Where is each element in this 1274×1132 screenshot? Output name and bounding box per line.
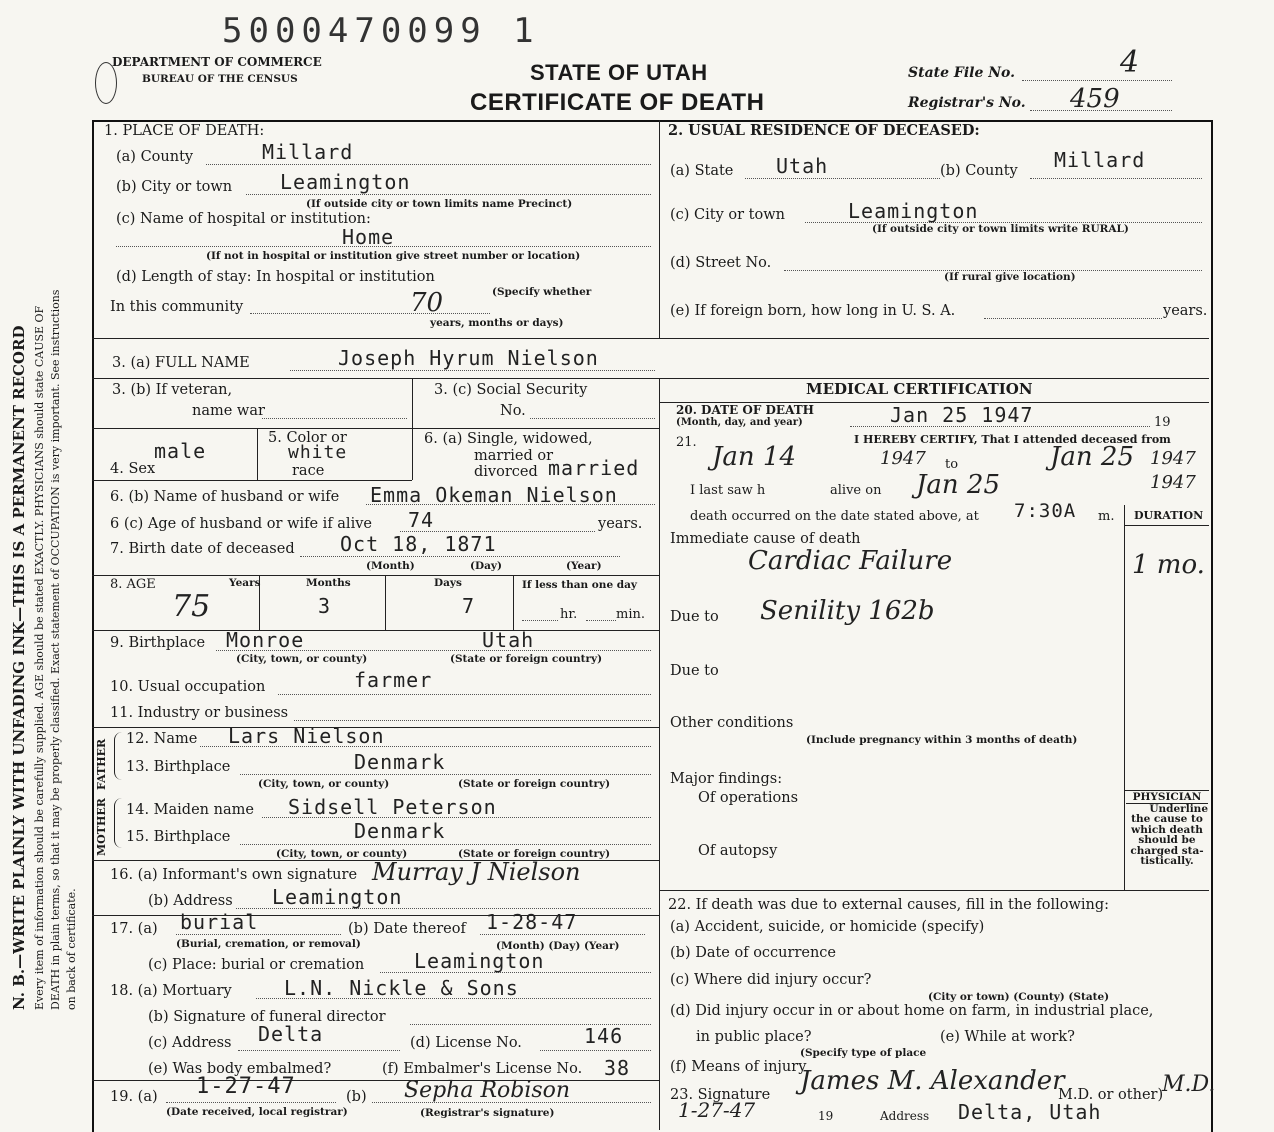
color-label: 5. Color or — [268, 430, 347, 446]
date-of-death-sub: (Month, day, and year) — [676, 417, 803, 428]
registrar-number-value: 459 — [1070, 84, 1120, 114]
spouse-age-unit: years. — [598, 516, 643, 532]
full-name-value: Joseph Hyrum Nielson — [338, 346, 599, 370]
physician-signature-label: 23. Signature — [670, 1087, 771, 1103]
veteran-label: 3. (b) If veteran, — [112, 382, 233, 398]
residence-heading: 2. USUAL RESIDENCE OF DECEASED: — [668, 122, 980, 139]
mother-state-note: (State or foreign country) — [458, 848, 611, 860]
less-than-day-note: If less than one day — [522, 579, 638, 591]
father-name-label: 12. Name — [126, 731, 198, 747]
registrar-sig-label: (b) — [346, 1089, 367, 1105]
community-value: 70 — [410, 288, 444, 318]
informant-signature: Murray J Nielson — [372, 858, 581, 886]
due-to-value: Senility 162b — [760, 596, 935, 626]
hospital-value: Home — [342, 225, 395, 249]
attended-from-year: 1947 — [880, 448, 926, 469]
father-bracket — [114, 732, 123, 780]
state-title: STATE OF UTAH — [530, 60, 708, 85]
certificate-title: CERTIFICATE OF DEATH — [470, 89, 765, 116]
ssn-label: 3. (c) Social Security — [434, 382, 588, 398]
father-state-note: (State or foreign country) — [458, 778, 611, 790]
to-label: to — [945, 457, 959, 472]
burial-place-value: Leamington — [414, 949, 545, 973]
spouse-age-label: 6 (c) Age of husband or wife if alive — [110, 516, 372, 532]
bureau-label: BUREAU OF THE CENSUS — [142, 73, 298, 85]
birthplace-label: 9. Birthplace — [110, 635, 206, 651]
father-city-note: (City, town, or county) — [258, 778, 390, 790]
years-label: years. — [1163, 303, 1208, 319]
embalmed-label: (e) Was body embalmed? — [148, 1061, 332, 1077]
registrar-signature: Sepha Robison — [404, 1078, 571, 1103]
city-note: (If outside city or town limits name Precinct) — [306, 198, 573, 210]
signature-date: 1-27-47 — [678, 1098, 756, 1122]
birth-year-note: (Year) — [566, 560, 602, 572]
state-file-value: 4 — [1120, 45, 1140, 80]
birth-date-value: Oct 18, 1871 — [340, 532, 497, 556]
race-label: race — [292, 463, 325, 479]
birth-date-label: 7. Birth date of deceased — [110, 541, 295, 557]
due-to-2-label: Due to — [670, 663, 719, 679]
father-birthplace-value: Denmark — [354, 750, 446, 774]
father-tag: FATHER — [95, 738, 108, 790]
street-note: (If rural give location) — [944, 271, 1076, 283]
spouse-value: Emma Okeman Nielson — [370, 483, 618, 507]
license-value: 146 — [584, 1024, 624, 1048]
sex-value: male — [154, 439, 207, 463]
spouse-age-value: 74 — [408, 508, 435, 532]
informant-address-label: (b) Address — [148, 893, 233, 909]
marital-label: 6. (a) Single, widowed, — [424, 431, 593, 447]
street-label: (d) Street No. — [670, 255, 772, 271]
father-name-value: Lars Nielson — [228, 724, 385, 748]
res-county-value: Millard — [1054, 148, 1146, 172]
external-d: (d) Did injury occur in or about home on farm, in industrial place, — [670, 1003, 1154, 1019]
occurred-label: death occurred on the date stated above, at — [690, 509, 979, 524]
county-label: (a) County — [116, 149, 194, 165]
due-to-label: Due to — [670, 609, 719, 625]
disposition-value: burial — [180, 910, 259, 934]
burial-place-label: (c) Place: burial or cremation — [148, 957, 365, 973]
marital-sub1: married or — [474, 448, 554, 464]
md-handwritten: M.D. — [1162, 1072, 1216, 1097]
external-heading: 22. If death was due to external causes, fill in the following: — [668, 897, 1110, 913]
disposition-label: 17. (a) — [110, 921, 158, 937]
certificate-number: 5000470099 1 — [222, 11, 540, 51]
signature-address-value: Delta, Utah — [958, 1100, 1102, 1124]
occupation-value: farmer — [354, 668, 433, 692]
birth-month-note: (Month) — [366, 560, 415, 572]
informant-signature-label: 16. (a) Informant's own signature — [110, 867, 358, 883]
mother-city-note: (City, town, or county) — [276, 848, 408, 860]
res-city-label: (c) City or town — [670, 207, 785, 223]
external-a: (a) Accident, suicide, or homicide (specify) — [670, 919, 985, 935]
res-city-value: Leamington — [848, 199, 979, 223]
autopsy-label: Of autopsy — [698, 843, 778, 859]
attended-to: Jan 25 — [1050, 442, 1135, 472]
state-file-label: State File No. — [908, 65, 1016, 81]
external-c-note: (City or town) (County) (State) — [928, 991, 1110, 1003]
attended-to-year: 1947 — [1150, 448, 1196, 469]
age-months-value: 3 — [318, 594, 332, 618]
mother-name-label: 14. Maiden name — [126, 802, 254, 818]
mortuary-address-label: (c) Address — [148, 1035, 232, 1051]
hospital-note: (If not in hospital or institution give street number or location) — [206, 250, 581, 262]
birthplace-state-value: Utah — [482, 628, 535, 652]
min-label: min. — [616, 607, 645, 622]
length-of-stay-label: (d) Length of stay: In hospital or institution — [116, 269, 435, 285]
item-21: 21. — [676, 435, 697, 450]
mortuary-address-value: Delta — [258, 1022, 324, 1046]
signature-address-label: Address — [880, 1109, 930, 1123]
father-birthplace-label: 13. Birthplace — [126, 759, 231, 775]
external-c: (c) Where did injury occur? — [670, 972, 872, 988]
mortuary-label: 18. (a) Mortuary — [110, 983, 232, 999]
mother-name-value: Sidsell Peterson — [288, 795, 497, 819]
birthplace-city-note: (City, town, or county) — [236, 653, 368, 665]
alive-on-label: alive on — [830, 483, 882, 498]
external-e: (e) While at work? — [940, 1029, 1075, 1045]
am-pm-label: m. — [1098, 509, 1115, 524]
duration-value: 1 mo. — [1132, 550, 1205, 580]
margin-instruction-2: DEATH in plain terms, so that it may be properly classified. Exact statement of OCCUPATION is very important. See instructions — [49, 289, 62, 1010]
last-saw-label: I last saw h — [690, 483, 766, 498]
mother-birthplace-value: Denmark — [354, 819, 446, 843]
birthplace-city-value: Monroe — [226, 628, 305, 652]
res-state-value: Utah — [776, 154, 829, 178]
sex-label: 4. Sex — [110, 461, 156, 477]
ssn-no-label: No. — [500, 403, 526, 419]
age-years-label: Years — [229, 577, 261, 589]
color-value: white — [288, 442, 348, 463]
signature-date-century: 19 — [818, 1109, 834, 1123]
margin-title: N. B.—WRITE PLAINLY WITH UNFADING INK—THIS IS A PERMANENT RECORD — [10, 325, 28, 1010]
md-label: M.D. or other) — [1058, 1087, 1164, 1103]
place-type-note: (Specify type of place — [800, 1047, 927, 1059]
age-label: 8. AGE — [110, 577, 156, 592]
age-months-label: Months — [306, 577, 351, 589]
place-of-death-heading: 1. PLACE OF DEATH: — [104, 123, 265, 139]
burial-date-note: (Month) (Day) (Year) — [496, 940, 620, 952]
last-saw-year: 1947 — [1150, 472, 1196, 493]
birth-day-note: (Day) — [470, 560, 502, 572]
external-f: (f) Means of injury — [670, 1059, 807, 1075]
operations-label: Of operations — [698, 790, 799, 806]
duration-heading: DURATION — [1134, 509, 1204, 522]
medical-heading: MEDICAL CERTIFICATION — [806, 380, 1033, 398]
external-d2: in public place? — [696, 1029, 812, 1045]
mortuary-value: L.N. Nickle & Sons — [284, 976, 519, 1000]
disposition-note: (Burial, cremation, or removal) — [176, 938, 361, 950]
other-conditions-label: Other conditions — [670, 715, 794, 731]
informant-address-value: Leamington — [272, 885, 403, 909]
attended-from: Jan 14 — [712, 442, 797, 472]
res-state-label: (a) State — [670, 163, 734, 179]
dod-century: 19 — [1154, 415, 1171, 430]
foreign-born-label: (e) If foreign born, how long in U. S. A. — [670, 303, 956, 319]
res-city-note: (If outside city or town limits write RURAL) — [872, 223, 1129, 235]
death-county-value: Millard — [262, 140, 354, 164]
last-saw-value: Jan 25 — [916, 470, 1001, 500]
date-of-death-value: Jan 25 1947 — [890, 403, 1034, 427]
full-name-label: 3. (a) FULL NAME — [112, 355, 250, 371]
burial-date-value: 1-28-47 — [486, 910, 578, 934]
specify-note: (Specify whether — [492, 286, 592, 298]
marital-value: married — [548, 456, 640, 480]
name-war-label: name war — [192, 403, 265, 419]
date-of-death-label: 20. DATE OF DEATH — [676, 403, 814, 417]
external-b: (b) Date of occurrence — [670, 945, 836, 961]
mother-bracket — [114, 798, 123, 848]
registrar-number-label: Registrar's No. — [908, 95, 1026, 111]
date-received-value: 1-27-47 — [196, 1074, 296, 1099]
physician-signature: James M. Alexander — [800, 1066, 1065, 1096]
community-label: In this community — [110, 299, 244, 315]
age-days-label: Days — [434, 577, 462, 589]
check-mark — [95, 62, 117, 104]
spouse-label: 6. (b) Name of husband or wife — [110, 489, 340, 505]
death-city-value: Leamington — [280, 170, 411, 194]
time-of-death: 7:30A — [1014, 500, 1077, 522]
margin-instruction-3: on back of certificate. — [65, 888, 78, 1010]
mother-tag: MOTHER — [95, 798, 108, 856]
birthplace-state-note: (State or foreign country) — [450, 653, 603, 665]
mother-birthplace-label: 15. Birthplace — [126, 829, 231, 845]
res-county-label: (b) County — [940, 163, 1018, 179]
physician-note: PHYSICIAN Underline the cause to which death should be charged sta- tistically. — [1126, 792, 1208, 867]
immediate-cause-label: Immediate cause of death — [670, 531, 861, 547]
major-findings-label: Major findings: — [670, 771, 783, 787]
burial-date-label: (b) Date thereof — [348, 921, 466, 937]
embalmer-license-label: (f) Embalmer's License No. — [382, 1061, 583, 1077]
registrar-sig-note: (Registrar's signature) — [420, 1107, 555, 1119]
immediate-cause-value: Cardiac Failure — [748, 546, 953, 576]
margin-instruction-1: Every item of information should be carefully supplied. AGE should be stated EXACTLY. PHYSICIANS should state CAUSE OF — [33, 305, 46, 1010]
funeral-director-label: (b) Signature of funeral director — [148, 1009, 386, 1025]
marital-sub2: divorced — [474, 464, 538, 480]
occupation-label: 10. Usual occupation — [110, 679, 266, 695]
hr-label: hr. — [560, 607, 578, 622]
age-days-value: 7 — [462, 594, 476, 618]
city-label: (b) City or town — [116, 179, 233, 195]
date-received-note: (Date received, local registrar) — [166, 1106, 348, 1118]
department-label: DEPARTMENT OF COMMERCE — [112, 55, 322, 69]
license-label: (d) License No. — [410, 1035, 522, 1051]
industry-label: 11. Industry or business — [110, 705, 289, 721]
age-years-value: 75 — [172, 589, 211, 624]
date-received-label: 19. (a) — [110, 1089, 158, 1105]
hospital-label: (c) Name of hospital or institution: — [116, 211, 371, 227]
certify-text: I HEREBY CERTIFY, That I attended deceased from — [854, 433, 1171, 446]
community-note: years, months or days) — [430, 317, 564, 329]
other-conditions-note: (Include pregnancy within 3 months of death) — [806, 734, 1078, 746]
embalmer-license-value: 38 — [604, 1056, 631, 1080]
